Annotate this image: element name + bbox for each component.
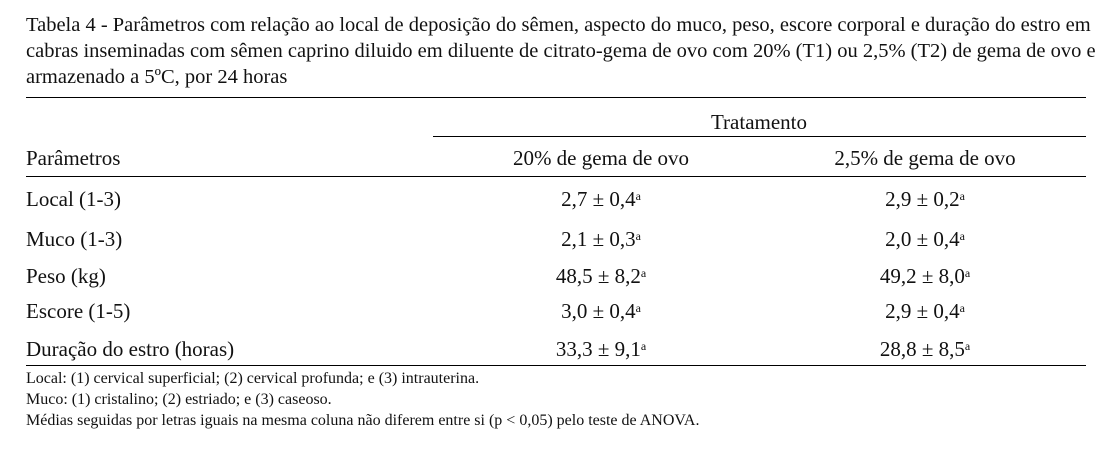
top-rule bbox=[26, 97, 1086, 98]
significance-letter: a bbox=[964, 266, 971, 280]
mean-sd-value: 48,5 ± 8,2 bbox=[555, 264, 641, 288]
group-header-rule bbox=[433, 136, 1086, 137]
table-caption: Tabela 4 - Parâmetros com relação ao local de deposição do sêmen, aspecto do muco, peso, escore corporal e duração do estro em cabras inseminadas com sêmen caprino diluido em diluente de citrato-gema de ovo com 20% (T1) ou 2,5% (T2) de gema de ovo e armazenado a 5ºC, por 24 horas bbox=[26, 14, 1096, 88]
significance-letter: a bbox=[640, 339, 647, 353]
row-value-t1 bbox=[561, 298, 641, 324]
row-value-t2 bbox=[885, 298, 965, 324]
header-bottom-rule bbox=[26, 176, 1086, 177]
row-param-label: Peso (kg) bbox=[26, 264, 106, 288]
significance-letter: a bbox=[959, 301, 965, 315]
significance-letter: a bbox=[964, 339, 971, 353]
mean-sd-value: 2,9 ± 0,2 bbox=[885, 187, 960, 211]
note-anova: Médias seguidas por letras iguais na mesma coluna não diferem entre si (p < 0,05) pelo teste de ANOVA. bbox=[26, 412, 700, 429]
significance-letter: a bbox=[959, 189, 965, 203]
table-notes bbox=[26, 368, 699, 431]
row-value-t2 bbox=[880, 336, 970, 362]
row-value-t1 bbox=[556, 263, 646, 289]
significance-letter: a bbox=[635, 301, 641, 315]
significance-letter: a bbox=[635, 229, 641, 243]
row-value-t1 bbox=[561, 186, 641, 212]
column-header-t2: 2,5% de gema de ovo bbox=[834, 146, 1016, 170]
row-value-t1 bbox=[556, 336, 646, 362]
row-value-t1 bbox=[561, 226, 641, 252]
column-header-parametros: Parâmetros bbox=[26, 146, 121, 170]
significance-letter: a bbox=[640, 266, 647, 280]
mean-sd-value: 33,3 ± 9,1 bbox=[555, 337, 641, 361]
mean-sd-value: 2,0 ± 0,4 bbox=[885, 227, 960, 251]
note-muco: Muco: (1) cristalino; (2) estriado; e (3) caseoso. bbox=[26, 391, 332, 408]
row-value-t2 bbox=[885, 186, 965, 212]
group-header-tratamento: Tratamento bbox=[710, 110, 808, 134]
significance-letter: a bbox=[959, 229, 965, 243]
mean-sd-value: 2,7 ± 0,4 bbox=[561, 187, 636, 211]
note-local: Local: (1) cervical superficial; (2) cervical profunda; e (3) intrauterina. bbox=[26, 370, 480, 387]
row-param-label: Local (1-3) bbox=[26, 187, 122, 211]
bottom-rule bbox=[26, 365, 1086, 366]
mean-sd-value: 28,8 ± 8,5 bbox=[879, 337, 965, 361]
mean-sd-value: 49,2 ± 8,0 bbox=[879, 264, 965, 288]
significance-letter: a bbox=[635, 189, 641, 203]
row-param-label: Duração do estro (horas) bbox=[26, 337, 235, 361]
mean-sd-value: 2,1 ± 0,3 bbox=[561, 227, 636, 251]
mean-sd-value: 2,9 ± 0,4 bbox=[885, 299, 960, 323]
row-value-t2 bbox=[885, 226, 965, 252]
row-param-label: Escore (1-5) bbox=[26, 299, 131, 323]
mean-sd-value: 3,0 ± 0,4 bbox=[561, 299, 636, 323]
row-value-t2 bbox=[880, 263, 970, 289]
row-param-label: Muco (1-3) bbox=[26, 227, 123, 251]
column-header-t1: 20% de gema de ovo bbox=[512, 146, 690, 170]
